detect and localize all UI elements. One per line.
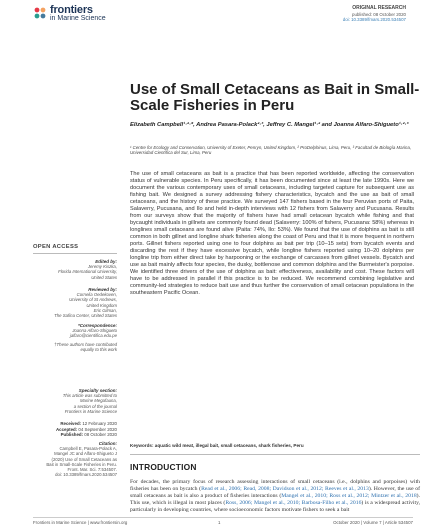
affiliations: ¹ Centre for Ecology and Conservation, University of Exeter, Penryn, United Kingdom, ² ProDelphinus, Lima, Peru, ³ Facultad de Biología Marina, Universidad Científica del Sur, Lima, Peru: [130, 145, 412, 156]
editor-affiliation: Florida International University,: [58, 269, 117, 275]
author-list: Elizabeth Campbell¹·²·*, Andrea Pasara-Polack²·³, Jeffrey C. Mangel¹·² and Joanna Alfaro-Shigueto¹·²·³: [130, 122, 409, 128]
specialty-line: a section of the journal: [73, 403, 117, 409]
citation-line: Campbell E, Pasara-Polack A,: [59, 446, 117, 452]
journal-name: in Marine Science: [50, 15, 106, 22]
specialty-label: Specialty section:: [78, 388, 117, 393]
footer-issue: October 2020 | Volume 7 | Article 534507: [333, 520, 413, 525]
keywords-list: aquatic wild meat, illegal bait, small cetaceans, shark fisheries, Peru: [154, 443, 304, 448]
correspondent-email[interactable]: jalfaro@cientifica.edu.pe: [69, 333, 117, 339]
keywords-divider: [130, 454, 420, 455]
abstract: The use of small cetaceans as bait is a practice that has been reported worldwide, affecting the conservation status of vulnerable species. In Peru specifically, it has been documented since at least the late 1990s. Here we document the various contemporary uses of small cetaceans, including targeted capture for subsequent use as fishing bait. We designed a survey addressing fishery characteristics, bycatch and the use as bait of small cetaceans, and the history of these practice. We surveyed 147 fishers based in the four Peruvian ports of Paita, Salaverry, Pucusana, and Ilo and held in-depth interviews with 12 fishers from Salaverry and Pucusana. Results from our surveys show that the majority of fishers have had small cetacean bycatch while fishing and that bycaught individuals in gillnets are commonly found dead (Salaverry: 100% of fishers, Pucusana: 58%) whereas in longlines small cetaceans are found alive (Paita: 74%, Ilo: 53%). We found that the use of dolphins as bait is still common in both gillnet and longline shark fisheries along the coast of Peru and that it is more frequent in northern ports. Gillnet fishers reported using one to four dolphins as bait per trip (10–15 sets) from bycatch events and discarding the rest if they have excessive bycatch, while longline fishers reported using 10–20 dolphins per longline trip from either direct take by harpooning or the exchange of carcasses from gillnet vessels. Bycatch and use as bait mainly affects four species, the dusky, bottlenose and common dolphins and the Burmeister's porpoise. We identified three drivers of the use of dolphins as bait: effectiveness, availability and cost. These factors will have to be addressed in parallel if this practice is to be reduced. We recommend combining legislative and community-led strategies to reduce bait use and thus further the conservation of small cetacean populations in the southeastern Pacific Ocean.: [130, 171, 414, 296]
reviewer-line: The Safina Center, United States: [54, 313, 117, 319]
published-label: Published:: [60, 432, 84, 438]
doi-link[interactable]: doi: 10.3389/fmars.2020.534507: [342, 17, 406, 23]
reviewer-line: University of St Andrews,: [69, 297, 117, 303]
reviewer-line: Eric Gilman,: [93, 307, 117, 313]
citation-link[interactable]: Mangel et al., 2010; Ross et al., 2012; Mintzer et al., 2018: [281, 493, 417, 499]
received-value: 12 February 2020: [82, 421, 117, 426]
correspondent-name: Joanna Alfaro-Shigueto: [72, 328, 117, 334]
intro-text: For decades, the primary focus of research assessing interactions of small cetaceans (i.e., dolphins and porpoises) with fisheries has been on bycatch (: [130, 479, 420, 492]
specialty-line: Marine Megafauna,: [79, 398, 117, 404]
article-type: ORIGINAL RESEARCH: [352, 5, 406, 11]
edited-by-label: Edited by:: [95, 259, 117, 264]
specialty-line: This article was submitted to: [62, 393, 117, 399]
intro-text: ) is a widespread activity, particularly in developing countries, where socioeconomic factors motivate fishers to seek a bait: [130, 500, 420, 513]
frontiers-logo-icon: [33, 6, 47, 20]
citation-link[interactable]: Ross, 2006; Mangel et al., 2010; Barbosa-Filho et al., 2016: [225, 500, 362, 506]
received-label: Received:: [60, 421, 82, 426]
specialty-line: Frontiers in Marine Science: [64, 408, 117, 414]
citation-line: Mangel JC and Alfaro-Shigueto J: [54, 451, 117, 457]
citation-label: Citation:: [98, 441, 117, 446]
footer-divider: [33, 517, 413, 518]
citation-block: [33, 441, 117, 477]
accepted-label: Accepted:: [55, 426, 78, 432]
published-date: published: 08 October 2020: [352, 11, 406, 17]
editor-name: Jeremy Kiszka,: [87, 264, 117, 270]
note-line: equally to this work: [80, 347, 117, 353]
reviewer-line: Cornelia Oedekoven,: [76, 292, 117, 298]
publisher-name: frontiers: [50, 4, 93, 16]
open-access-label: OPEN ACCESS: [33, 244, 79, 250]
intro-text: ). This use, which is illegal in most places (: [130, 493, 420, 506]
citation-link[interactable]: Read et al., 2006; Read, 2008; Davidson et al., 2012; Reeves et al., 2013: [201, 486, 369, 492]
paper-title: Use of Small Cetaceans as Bait in Small-Scale Fisheries in Peru: [130, 81, 420, 114]
citation-line: Bait in Small-Scale Fisheries in Peru.: [46, 461, 117, 467]
equal-contribution-note: [33, 342, 117, 352]
correspondence-label: *Correspondence:: [77, 323, 117, 328]
footer-journal[interactable]: Frontiers in Marine Science | www.frontiersin.org: [33, 520, 128, 525]
dates-block: [33, 421, 117, 438]
reviewed-by-block: [33, 287, 117, 318]
article-meta: [343, 6, 406, 23]
published-date-side: [33, 432, 117, 438]
reviewed-by-label: Reviewed by:: [88, 287, 117, 292]
edited-by-block: [33, 259, 117, 280]
sidebar-divider: [33, 253, 117, 254]
footer-page-number: 1: [218, 520, 221, 525]
keywords: [130, 443, 420, 448]
correspondence-block: [33, 323, 117, 339]
specialty-section-block: [33, 388, 117, 414]
citation-doi[interactable]: doi: 10.3389/fmars.2020.534507: [55, 472, 117, 478]
published-value: 08 October 2020: [84, 432, 117, 438]
introduction-paragraph: [130, 479, 420, 514]
citation-line: Front. Mar. Sci. 7:534507.: [67, 467, 117, 473]
reviewer-line: United Kingdom: [86, 302, 117, 308]
citation-line: (2020) Use of Small Cetaceans as: [51, 456, 117, 462]
section-heading-introduction: INTRODUCTION: [130, 462, 197, 472]
intro-text: ). However, the use of small cetaceans as bait is also a product of fisheries interactions (: [130, 486, 420, 499]
keywords-label: Keywords:: [130, 443, 154, 448]
editor-country: United States: [91, 274, 117, 280]
note-line: †These authors have contributed: [54, 342, 117, 347]
journal-logo: [33, 4, 151, 26]
accepted-value: 04 September 2020: [78, 426, 117, 432]
